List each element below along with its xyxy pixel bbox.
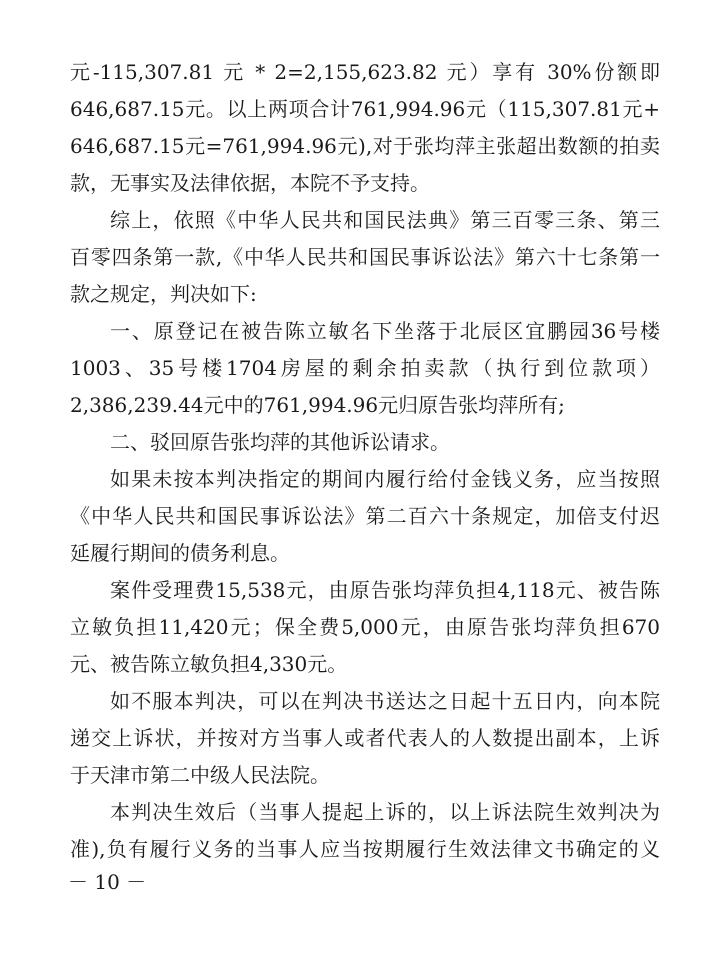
text-line: 案件受理费15,538元，由原告张均萍负担4,118元、被告陈 (110, 578, 660, 602)
text-line: 1003、35号楼1704房屋的剩余拍卖款（执行到位款项） (70, 356, 660, 380)
text-line: 元、被告陈立敏负担4,330元。 (70, 652, 348, 676)
page-number: － 10 － (68, 870, 147, 894)
text-line: 立敏负担11,420元；保全费5,000元，由原告张均萍负担670 (70, 615, 660, 639)
text-line: 准),负有履行义务的当事人应当按期履行生效法律文书确定的义 (70, 837, 660, 861)
text-line: 百零四条第一款,《中华人民共和国民事诉讼法》第六十七条第一 (70, 245, 660, 269)
text-line: 综上，依照《中华人民共和国民法典》第三百零三条、第三 (110, 208, 660, 232)
text-line: 递交上诉状，并按对方当事人或者代表人的人数提出副本，上诉 (70, 726, 660, 750)
text-line: 款之规定，判决如下: (70, 282, 257, 306)
text-line: 如果未按本判决指定的期间内履行给付金钱义务，应当按照 (110, 467, 660, 491)
text-line: 如不服本判决，可以在判决书送达之日起十五日内，向本院 (110, 689, 660, 713)
text-line: 延履行期间的债务利息。 (70, 541, 290, 565)
text-line: 于天津市第二中级人民法院。 (70, 763, 330, 787)
text-line: 本判决生效后（当事人提起上诉的，以上诉法院生效判决为 (110, 800, 660, 824)
text-line: 2,386,239.44元中的761,994.96元归原告张均萍所有; (70, 393, 565, 417)
text-line: 款，无事实及法律依据，本院不予支持。 (70, 171, 430, 195)
text-line: 646,687.15元=761,994.96元),对于张均萍主张超出数额的拍卖 (70, 134, 660, 158)
text-line: 元-115,307.81 元 * 2=2,155,623.82 元）享有 30%份额即 (70, 60, 660, 84)
text-line: 二、驳回原告张均萍的其他诉讼请求。 (110, 430, 450, 454)
text-line: 646,687.15元。以上两项合计761,994.96元（115,307.81元+ (70, 97, 660, 121)
text-line: 《中华人民共和国民事诉讼法》第二百六十条规定，加倍支付迟 (70, 504, 660, 528)
text-line: 一、原登记在被告陈立敏名下坐落于北辰区宜鹏园36号楼 (110, 319, 660, 343)
